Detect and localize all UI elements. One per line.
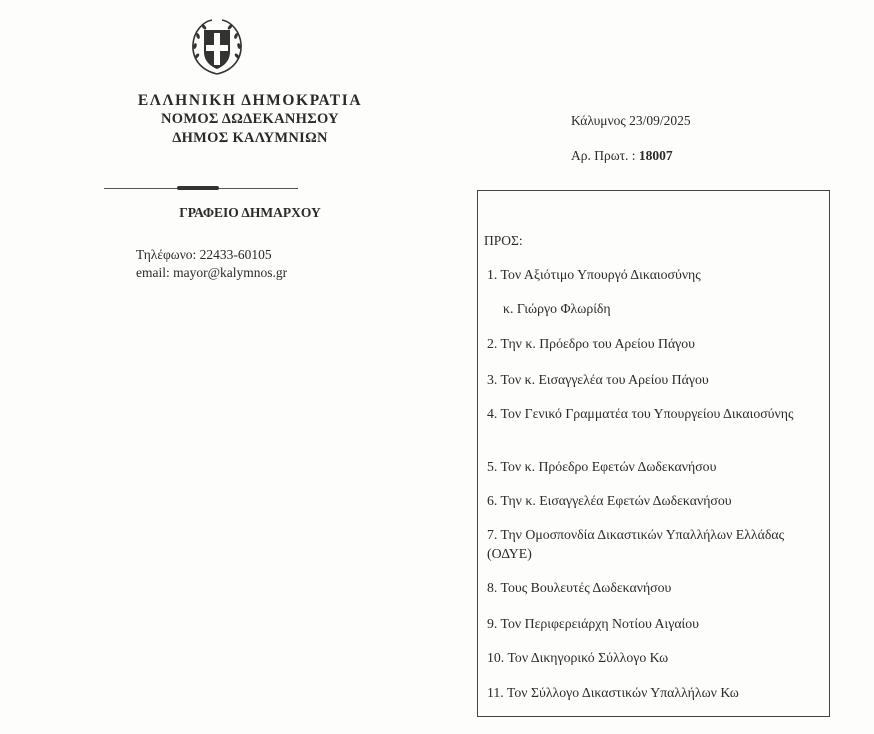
recipient-item: 6. Την κ. Εισαγγελέα Εφετών Δωδεκανήσου xyxy=(487,493,732,508)
recipient-item: 7. Την Ομοσπονδία Δικαστικών Υπαλλήλων Ελλάδας (ΟΔΥΕ) xyxy=(487,527,785,561)
protocol-number: 18007 xyxy=(638,148,673,163)
recipients-title: ΠΡΟΣ: xyxy=(484,233,523,248)
protocol-label: Αρ. Πρωτ. : xyxy=(571,148,639,163)
date-line: Κάλυμνος 23/09/2025 xyxy=(571,113,691,128)
recipient-item: 8. Τους Βουλευτές Δωδεκανήσου xyxy=(487,580,672,595)
recipient-item: κ. Γιώργο Φλωρίδη xyxy=(503,301,611,316)
recipient-item: 1. Τον Αξιότιμο Υπουργό Δικαιοσύνης xyxy=(487,267,701,282)
recipient-item: 3. Τον κ. Εισαγγελέα του Αρείου Πάγου xyxy=(487,372,709,387)
recipient-item: 11. Τον Σύλλογο Δικαστικών Υπαλλήλων Κω xyxy=(487,685,739,700)
header-line-republic: ΕΛΛΗΝΙΚΗ ΔΗΜΟΚΡΑΤΙΑ xyxy=(137,92,363,109)
header-divider-accent xyxy=(177,186,219,190)
header-line-prefecture: ΝΟΜΟΣ ΔΩΔΕΚΑΝΗΣΟΥ xyxy=(161,111,339,127)
greek-coat-of-arms-icon xyxy=(190,18,244,76)
recipient-item: 2. Την κ. Πρόεδρο του Αρείου Πάγου xyxy=(487,336,696,351)
recipient-item: 10. Τον Δικηγορικό Σύλλογο Κω xyxy=(487,650,669,665)
office-title: ΓΡΑΦΕΙΟ ΔΗΜΑΡΧΟΥ xyxy=(179,205,321,220)
recipient-item: 5. Τον κ. Πρόεδρο Εφετών Δωδεκανήσου xyxy=(487,459,717,474)
recipient-item: 4. Τον Γενικό Γραμματέα του Υπουργείου Δικαιοσύνης xyxy=(487,406,794,421)
email-text: email: mayor@kalymnos.gr xyxy=(136,265,288,280)
protocol-number-line xyxy=(571,148,673,164)
header-line-municipality: ΔΗΜΟΣ ΚΑΛΥΜΝΙΩΝ xyxy=(172,130,328,146)
recipient-item: 9. Τον Περιφερειάρχη Νοτίου Αιγαίου xyxy=(487,616,699,631)
phone-text: Τηλέφωνο: 22433-60105 xyxy=(136,247,272,262)
